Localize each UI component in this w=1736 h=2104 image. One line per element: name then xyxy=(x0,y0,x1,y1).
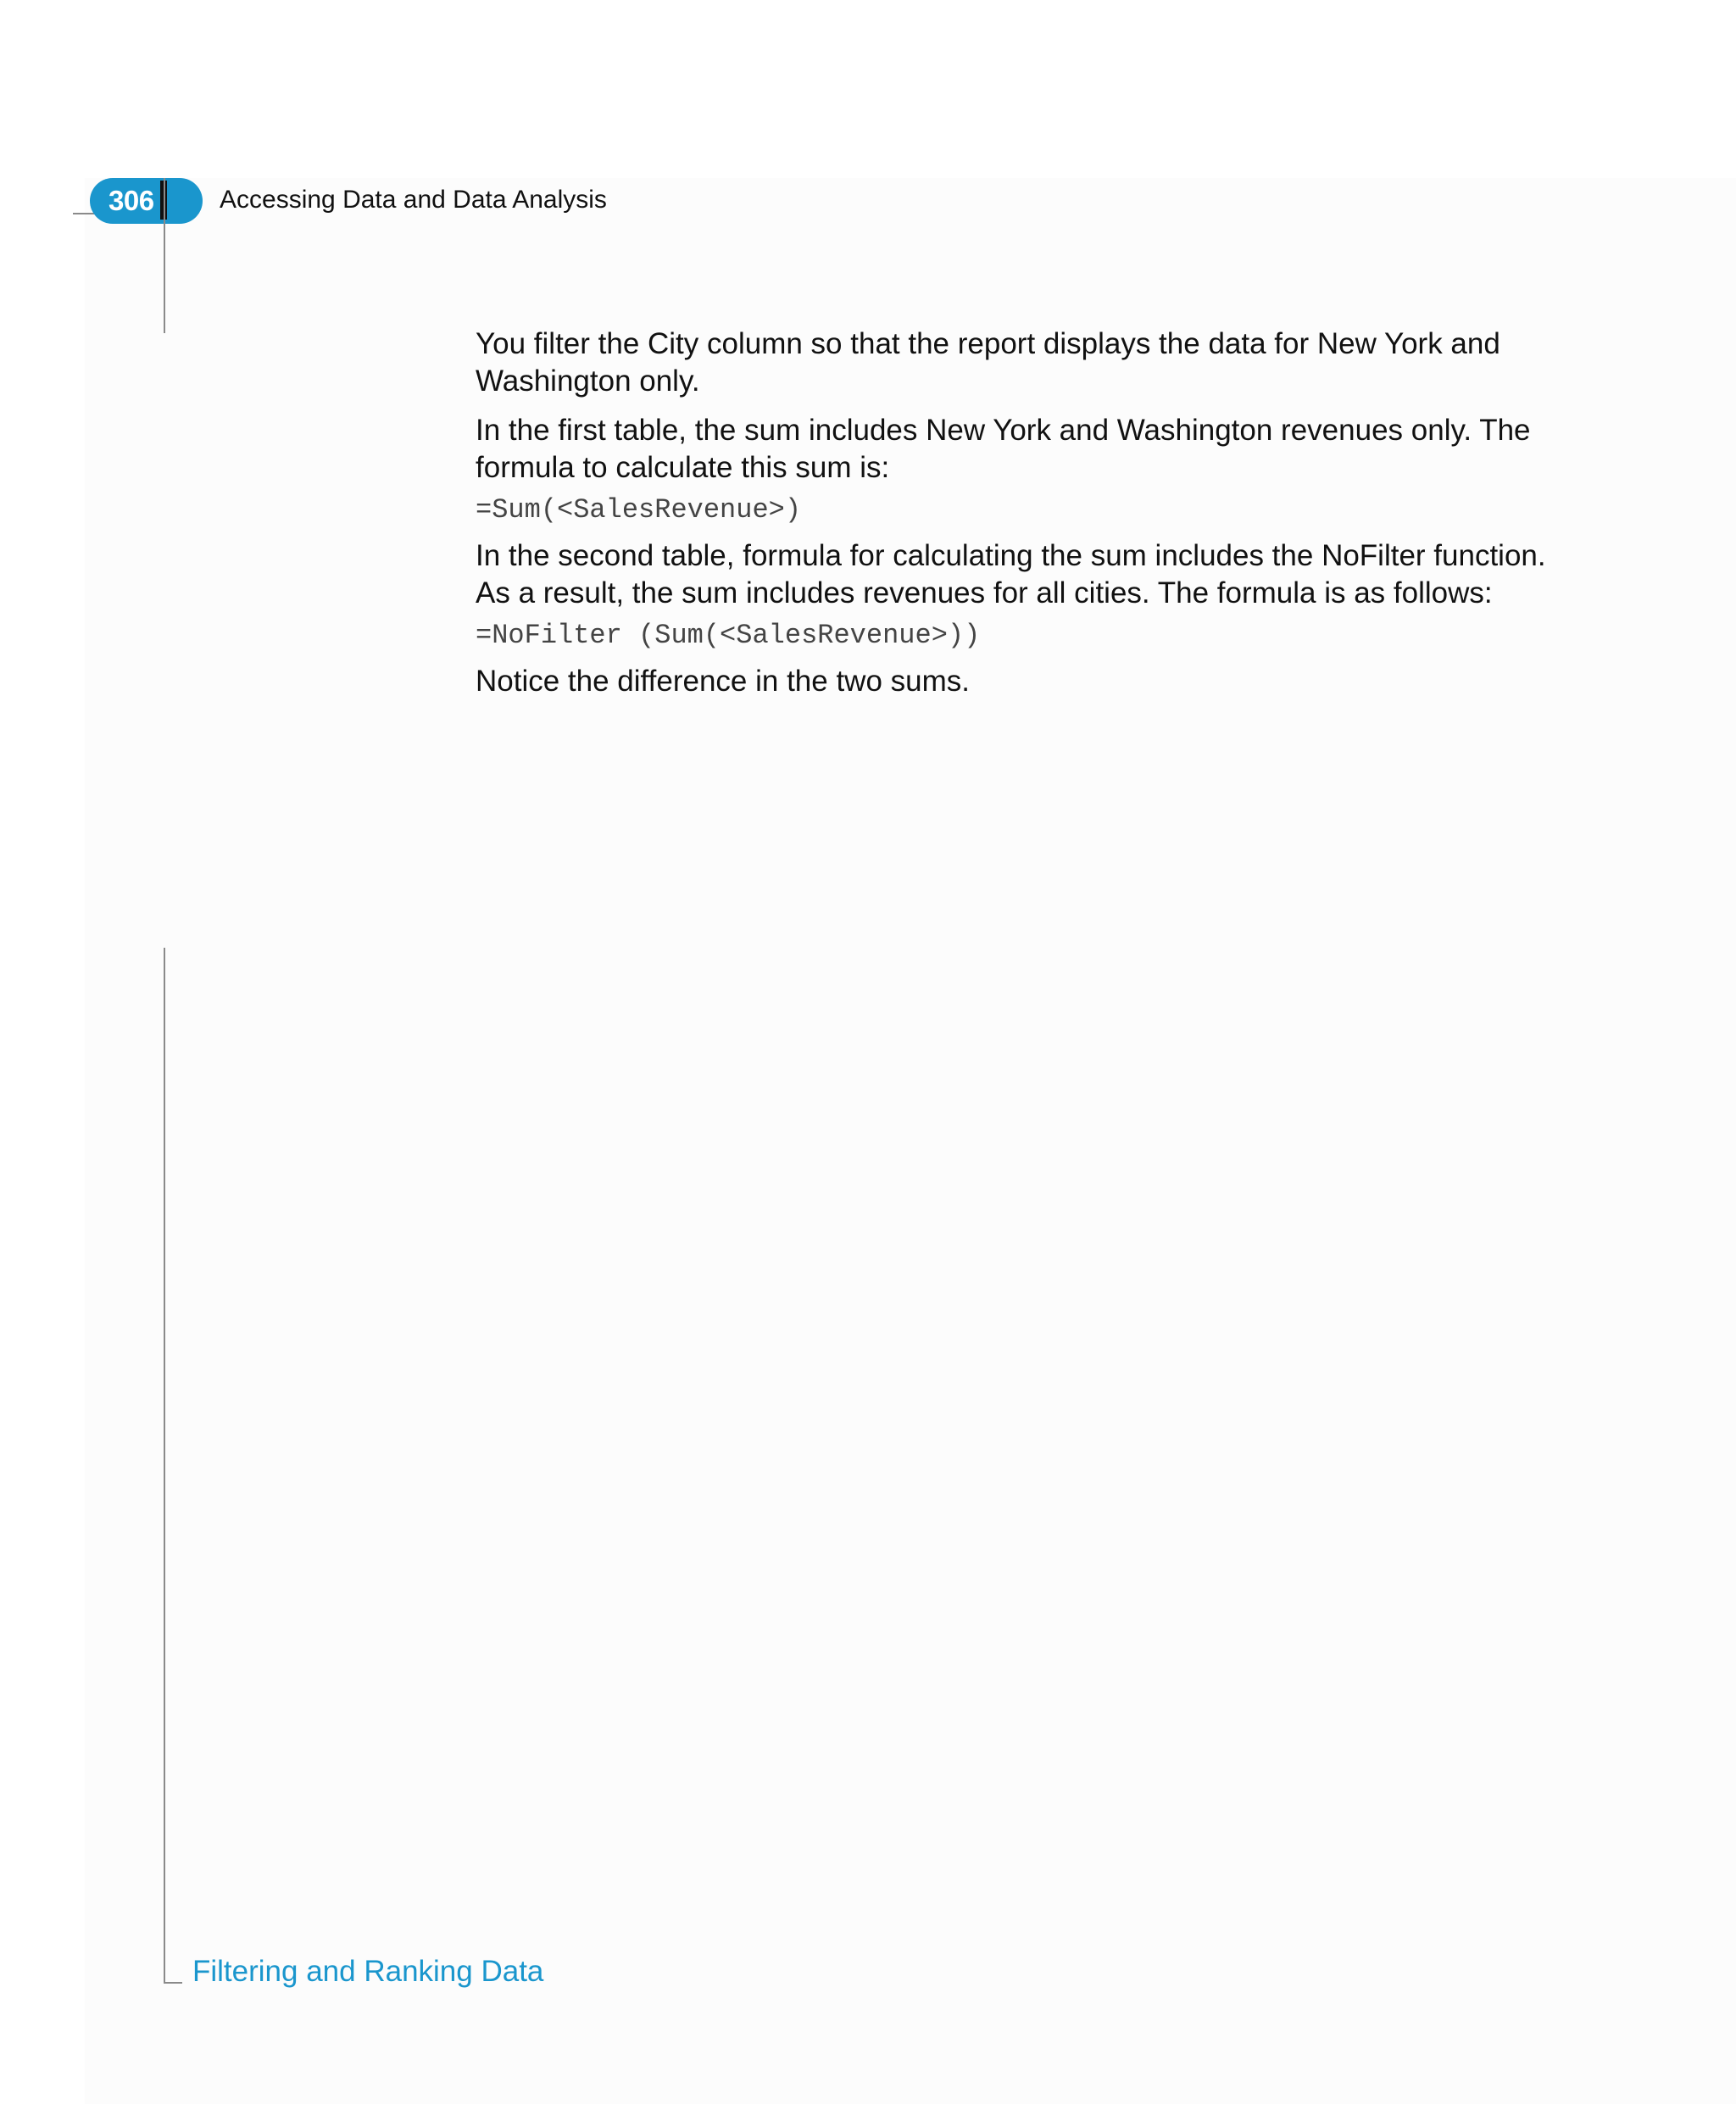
paragraph-filter-city: You filter the City column so that the report displays the data for New York and Washington only. xyxy=(476,327,1500,398)
body-text xyxy=(476,326,1569,712)
code-nofilter-formula: =NoFilter (Sum(<SalesRevenue>)) xyxy=(476,620,981,651)
paragraph-second-table: In the second table, formula for calculating the sum includes the NoFilter function. As a result, the sum includes revenues for all cities. The formula is as follows: xyxy=(476,539,1546,609)
paragraph-first-table: In the first table, the sum includes New York and Washington revenues only. The formula to calculate this sum is: xyxy=(476,414,1531,484)
margin-rule-bottom xyxy=(164,948,165,1984)
margin-rule-top xyxy=(164,178,165,333)
section-footer-title: Filtering and Ranking Data xyxy=(192,1955,544,1988)
page-number: 306 xyxy=(108,185,154,216)
code-sum-formula: =Sum(<SalesRevenue>) xyxy=(476,494,802,526)
paragraph-notice: Notice the difference in the two sums. xyxy=(476,665,970,698)
footer-corner-rule xyxy=(164,1982,182,1984)
chapter-title: Accessing Data and Data Analysis xyxy=(220,186,607,214)
